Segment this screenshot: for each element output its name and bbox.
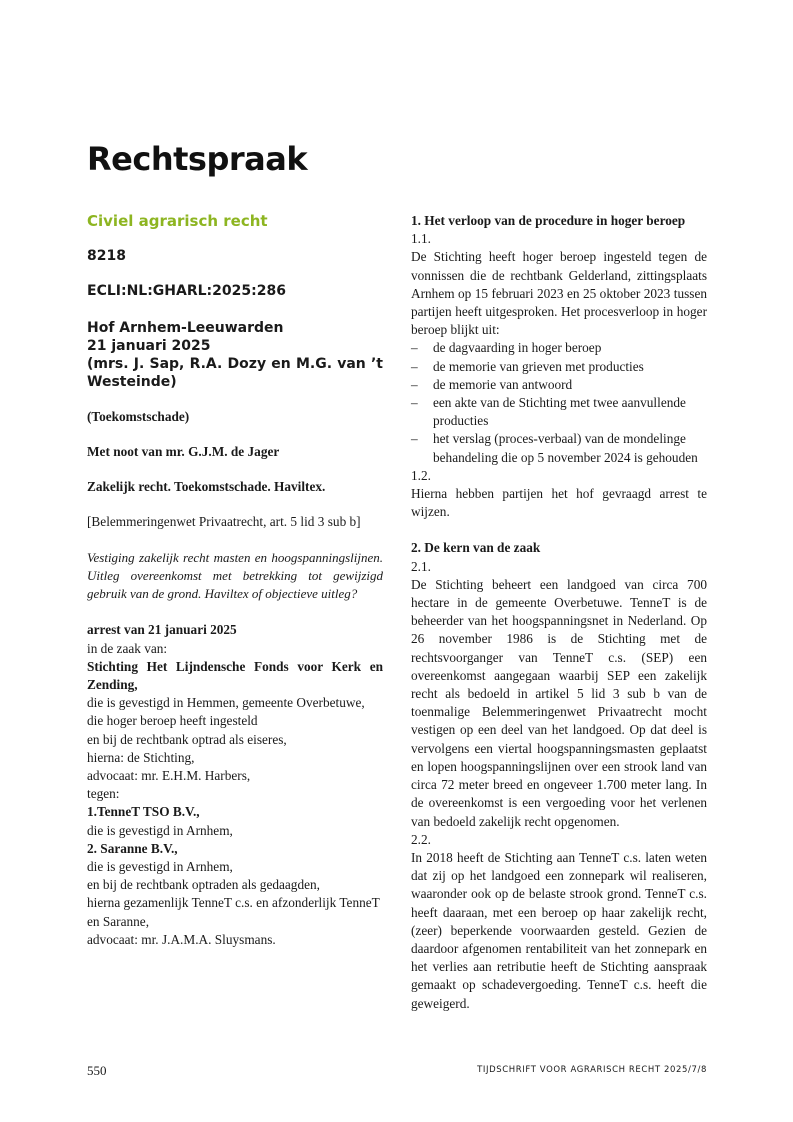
journal-name: TIJDSCHRIFT VOOR AGRARISCH RECHT 2025/7/8: [477, 1065, 707, 1075]
respondent-name-2: 2. Saranne B.V.,: [87, 840, 178, 856]
page-title: Rechtspraak: [87, 140, 308, 178]
party-line: die is gevestigd in Arnhem,: [87, 859, 233, 875]
court-block: [87, 319, 383, 391]
arrest-title: arrest van 21 januari 2025: [87, 622, 237, 638]
judges-line-1: (mrs. J. Sap, R.A. Dozy en M.G. van ’t: [87, 355, 383, 372]
paragraph-1-2: Hierna hebben partijen het hof gevraagd arrest te wijzen.: [411, 486, 707, 520]
party-line: en bij de rechtbank optraden als gedaagden,: [87, 877, 320, 893]
list-item: – de dagvaarding in hoger beroep: [411, 339, 707, 357]
paragraph-number: 1.1.: [411, 231, 431, 247]
party-line: hierna gezamenlijk TenneT c.s. en afzonderlijk TenneT en Saranne,: [87, 895, 380, 929]
party-line: die is gevestigd in Arnhem,: [87, 822, 233, 838]
paragraph-2-1: De Stichting beheert een landgoed van circa 700 hectare in de gemeente Overbetuwe. TenneT is de beheerder van het hoogspanningsnet in Nederland. Op 26 november 1986 is de Stichting met de rechtsvoorganger van TenneT c.s. (SEP) een overeenkomst aangegaan waarbij SEP een zakelijk recht als bedoeld in artikel 5 lid 3 sub b van de toenmalige Belemmeringenwet Privaatrecht mocht vestigen op een deel van het landgoed. Op dat deel is vervolgens een viertal hoogspanningsmasten geplaatst en lopen hoogspanningslijnen over een strook land van circa 72 meter breed en ongeveer 1.700 meter lang. In de overeenkomst is een vergoeding voor het verlenen van bedoeld zakelijk recht opgenomen.: [411, 576, 707, 829]
party-line: in de zaak van:: [87, 640, 168, 656]
heading-core: 2. De kern van de zaak: [411, 540, 541, 556]
list-item: – de memorie van grieven met producties: [411, 358, 707, 376]
paragraph-number: 1.2.: [411, 467, 431, 483]
decision-date: 21 januari 2025: [87, 337, 211, 354]
respondent-name-1: 1.TenneT TSO B.V.,: [87, 804, 200, 820]
appellant-name: Stichting Het Lijndensche Fonds voor Kerk en Zending,: [87, 658, 383, 693]
keywords: Zakelijk recht. Toekomstschade. Haviltex.: [87, 479, 326, 495]
paragraph-2-2: In 2018 heeft de Stichting aan TenneT c.s. laten weten dat zij op het landgoed een zonnepark wil realiseren, waaronder ook op de belaste strook grond. TenneT c.s. heeft daaraan, met een beroep op haar zakelijk recht, (zeer) beperkende voorwaarden gesteld. Gezien de daardoor afgenomen rentabiliteit van het zonnepark en het verlies aan retributie heeft de Stichting aanspraak gemaakt op schadevergoeding. TenneT c.s. heeft die geweigerd.: [411, 849, 707, 1011]
party-line: advocaat: mr. E.H.M. Harbers,: [87, 768, 251, 784]
party-line: advocaat: mr. J.A.M.A. Sluysmans.: [87, 931, 276, 947]
party-line: en bij de rechtbank optrad als eiseres,: [87, 731, 287, 747]
statute-reference: [Belemmeringenwet Privaatrecht, art. 5 lid 3 sub b]: [87, 514, 361, 530]
annotation-author: Met noot van mr. G.J.M. de Jager: [87, 443, 280, 459]
section-label: Civiel agrarisch recht: [87, 212, 268, 230]
party-line: tegen:: [87, 786, 120, 802]
procedure-list: [411, 339, 707, 466]
paragraph-number: 2.2.: [411, 831, 431, 847]
case-number: 8218: [87, 248, 126, 265]
party-line: hierna: de Stichting,: [87, 749, 195, 765]
judges-line-2: Westeinde): [87, 373, 177, 390]
ecli-number: ECLI:NL:GHARL:2025:286: [87, 283, 286, 300]
party-line: die hoger beroep heeft ingesteld: [87, 713, 258, 729]
paragraph-1-1: De Stichting heeft hoger beroep ingesteld tegen de vonnissen die de rechtbank Gelderland, zittingsplaats Arnhem op 15 februari 2023 en 25 oktober 2023 tussen partijen heeft uitgesproken. Het procesverloop in hoger beroep blijkt uit:: [411, 249, 707, 338]
party-line: die is gevestigd in Hemmen, gemeente Overbetuwe,: [87, 695, 365, 711]
list-item: – een akte van de Stichting met twee aanvullende producties: [411, 394, 707, 430]
left-column: [87, 212, 383, 949]
page-number: 550: [87, 1063, 107, 1078]
list-item: – de memorie van antwoord: [411, 376, 707, 394]
list-item: – het verslag (proces-verbaal) van de mondelinge behandeling die op 5 november 2024 is gehouden: [411, 430, 707, 466]
paragraph-number: 2.1.: [411, 558, 431, 574]
case-summary: Vestiging zakelijk recht masten en hoogspanningslijnen. Uitleg overeenkomst met betrekking tot gewijzigd gebruik van de grond. Haviltex of objectieve uitleg?: [87, 550, 383, 602]
heading-procedure: 1. Het verloop van de procedure in hoger beroep: [411, 213, 686, 228]
court-name: Hof Arnhem-Leeuwarden: [87, 319, 284, 336]
topic: (Toekomstschade): [87, 408, 190, 424]
arrest-block: [87, 621, 383, 949]
right-column: [411, 212, 707, 1013]
